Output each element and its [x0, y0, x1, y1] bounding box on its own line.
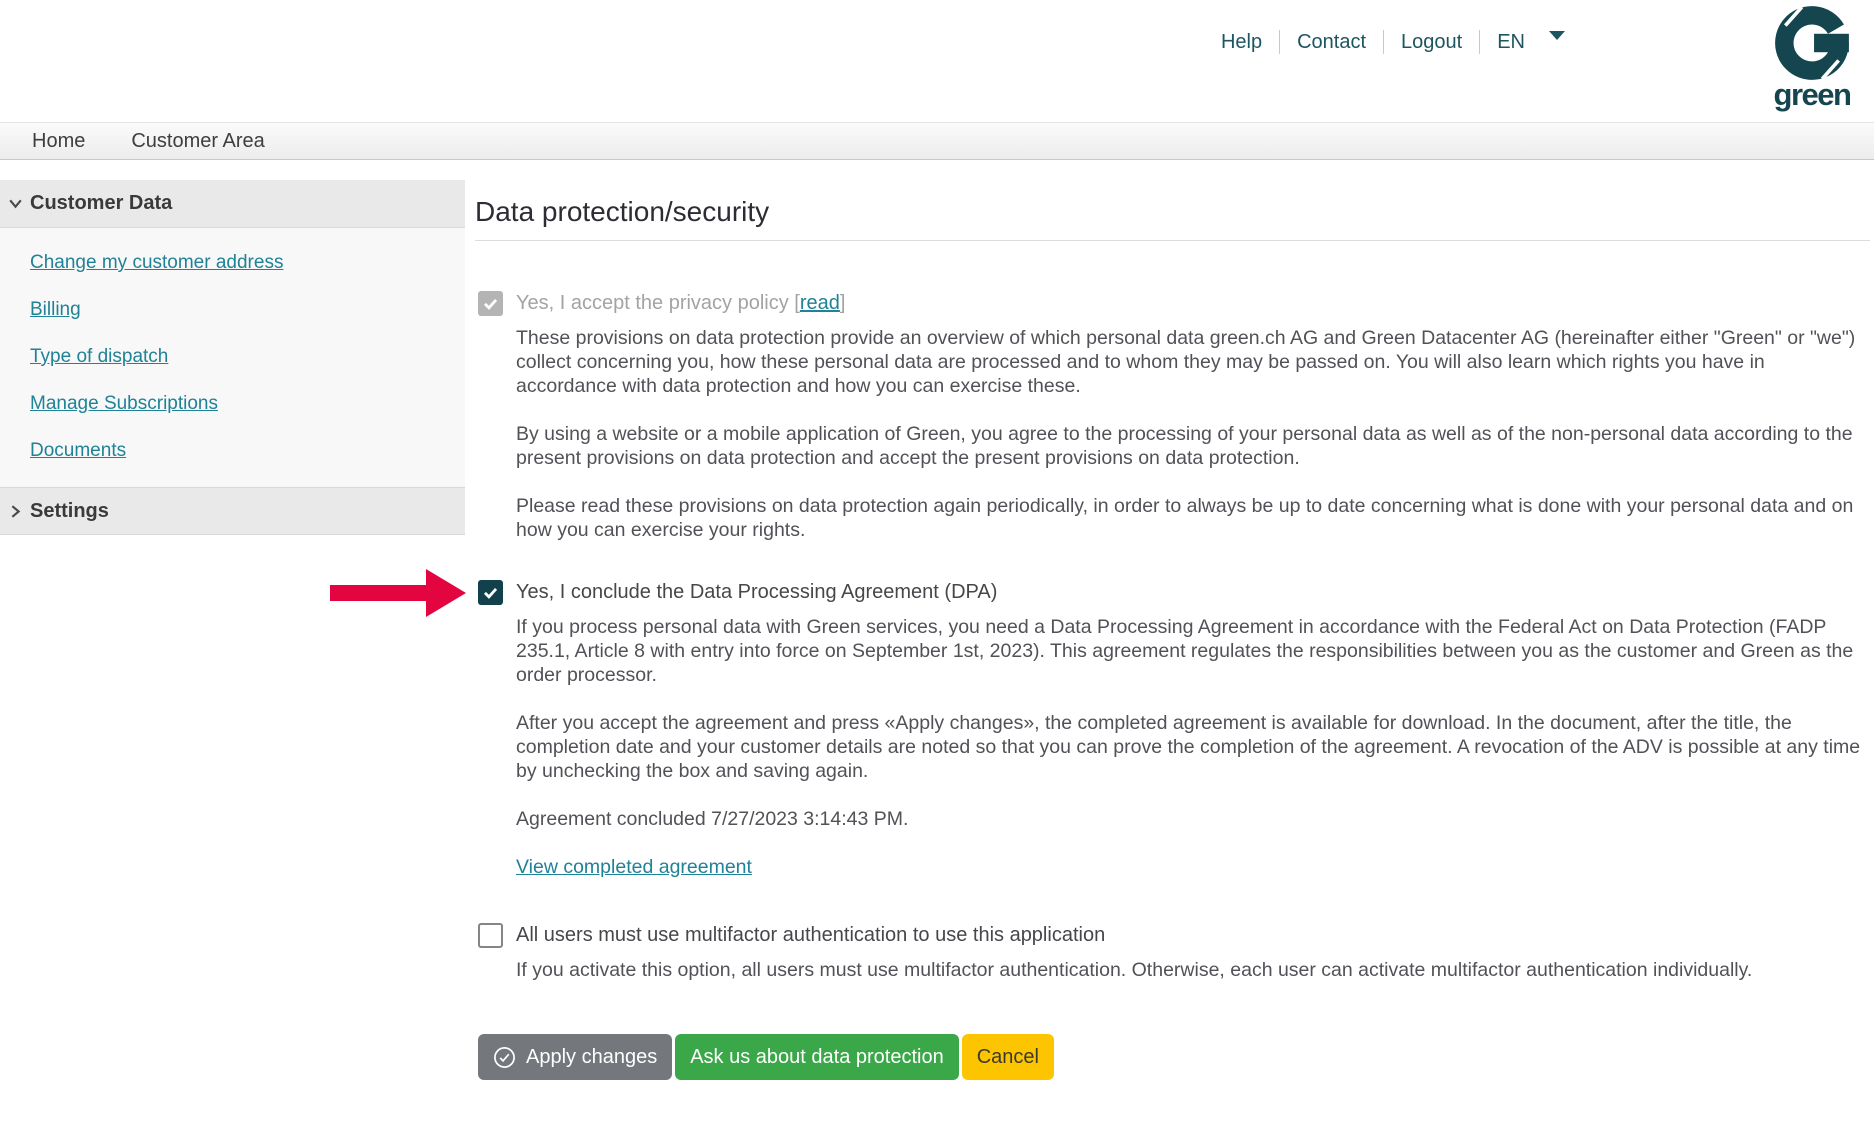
privacy-policy-label: Yes, I accept the privacy policy [read]: [516, 292, 846, 314]
sidebar-links: [0, 228, 465, 487]
view-completed-agreement-link[interactable]: View completed agreement: [516, 856, 752, 878]
language-select[interactable]: [1480, 31, 1565, 54]
list-item: [30, 428, 465, 475]
sidebar-link-billing[interactable]: Billing: [30, 299, 81, 320]
chevron-down-icon: [1549, 31, 1565, 40]
dpa-section: [475, 580, 1870, 879]
checkmark-icon: [481, 583, 500, 602]
green-logo-g-icon: [1771, 4, 1853, 82]
privacy-policy-checkbox: [478, 291, 503, 316]
mfa-label: All users must use multifactor authentication to use this application: [516, 924, 1106, 946]
dpa-description: [516, 615, 1870, 879]
list-item: [30, 240, 465, 287]
dpa-label: Yes, I conclude the Data Processing Agreement (DPA): [516, 581, 998, 603]
privacy-paragraph: By using a website or a mobile application of Green, you agree to the processing of your personal data as well as of the non-personal data according to the present provisions on data protection and accept the present provisions on data protection.: [516, 423, 1853, 469]
privacy-paragraph: These provisions on data protection provide an overview of which personal data green.ch AG and Green Datacenter AG (hereinafter either "Green" or "we") collect concerning you, how these personal data are processed and to whom they may be passed on. You will also learn which rights you have in accordance with data protection and how you can exercise these.: [516, 327, 1856, 397]
dpa-paragraph: If you process personal data with Green services, you need a Data Processing Agreement in accordance with the Federal Act on Data Protection (FADP 235.1, Article 8 with entry into force on September 1st, 2023). This agreement regulates the responsibilities between you as the customer and Green as the order processor.: [516, 616, 1854, 686]
list-item: [30, 334, 465, 381]
sidebar-link-documents[interactable]: Documents: [30, 440, 127, 461]
privacy-policy-description: [516, 326, 1870, 542]
cancel-button[interactable]: Cancel: [962, 1034, 1054, 1080]
ask-data-protection-button[interactable]: Ask us about data protection: [675, 1034, 959, 1080]
sidebar-link-change-address[interactable]: Change my customer address: [30, 252, 284, 273]
red-arrow-pointer: [330, 569, 466, 617]
dpa-concluded-text: Agreement concluded 7/27/2023 3:14:43 PM.: [516, 808, 909, 830]
privacy-paragraph: Please read these provisions on data protection again periodically, in order to always be up to date concerning what is done with your personal data and on how you can exercise your rights.: [516, 495, 1854, 541]
chevron-down-icon: [7, 195, 24, 218]
dpa-checkbox[interactable]: [478, 580, 503, 605]
mfa-description: [516, 958, 1870, 982]
sidebar-link-manage-subscriptions[interactable]: Manage Subscriptions: [30, 393, 218, 414]
sidebar-section-settings[interactable]: [0, 487, 465, 535]
mfa-paragraph: If you activate this option, all users must use multifactor authentication. Otherwise, each user can activate multifactor authentication individually.: [516, 959, 1753, 981]
logout-link[interactable]: Logout: [1401, 30, 1463, 53]
divider: [475, 240, 1870, 241]
apply-changes-label: Apply changes: [526, 1045, 658, 1068]
chevron-right-icon: [7, 503, 24, 526]
language-value: EN: [1497, 30, 1525, 53]
privacy-policy-section: [475, 291, 1870, 542]
mfa-checkbox[interactable]: [478, 923, 503, 948]
sidebar: [0, 160, 465, 535]
sidebar-section-label: Customer Data: [30, 192, 173, 214]
breadcrumb-customer-area[interactable]: Customer Area: [131, 129, 265, 152]
read-privacy-policy-link[interactable]: read: [799, 292, 840, 314]
apply-changes-button[interactable]: [478, 1034, 672, 1080]
checkmark-icon: [481, 294, 500, 313]
action-buttons: [478, 1034, 1870, 1080]
green-logo: [1756, 4, 1868, 112]
list-item: [30, 381, 465, 428]
sidebar-section-label: Settings: [30, 499, 109, 522]
utility-nav: [1204, 30, 1565, 54]
mfa-section: [475, 923, 1870, 982]
sidebar-link-type-of-dispatch[interactable]: Type of dispatch: [30, 346, 169, 367]
contact-link[interactable]: Contact: [1297, 30, 1367, 53]
page-title: Data protection/security: [475, 196, 770, 227]
main-content: [465, 160, 1874, 1080]
breadcrumb-home[interactable]: Home: [32, 129, 86, 152]
help-link[interactable]: Help: [1220, 30, 1263, 53]
sidebar-section-customer-data[interactable]: [0, 180, 465, 228]
green-logo-wordmark: green: [1773, 77, 1851, 112]
list-item: [30, 287, 465, 334]
header: [0, 0, 1874, 122]
breadcrumb: [0, 122, 1874, 160]
dpa-paragraph: After you accept the agreement and press «Apply changes», the completed agreement is available for download. In the document, after the title, the completion date and your customer details are noted so that you can prove the completion of the agreement. A revocation of the ADV is possible at any time by unchecking the box and saving again.: [516, 712, 1861, 782]
check-circle-icon: [493, 1046, 516, 1069]
